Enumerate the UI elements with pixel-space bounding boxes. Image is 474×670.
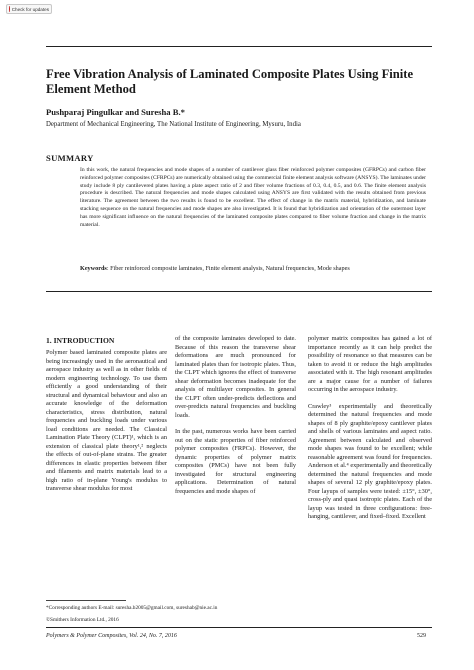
keywords-text: : Fiber reinforced composite laminates, Finite element analysis, Natural frequencies, Mode shapes (106, 265, 350, 272)
body-column-3 (308, 335, 432, 530)
intro-paragraph-3: In the past, numerous works have been carried out on the static properties of fiber reinforced polymer composites (FRPCs). However, the dynamic properties of polymer matrix composites (PMCs) have not been fully investigated for structural engineering applications. Determination of natural frequencies and mode shapes of (175, 428, 296, 495)
author-affiliation: Department of Mechanical Engineering, The National Institute of Engineering, Mysuru, India (46, 121, 301, 128)
intro-paragraph-1: Polymer based laminated composite plates are being increasingly used in the aeronautical and aerospace industry as well as in other fields of modern engineering technology. To use them efficiently a good understanding of their structural and dynamical behaviour and also an accurate knowledge of the deformation characteristics, stress distribution, natural frequencies and buckling loads under various load conditions are needed. The Classical Lamination Plate Theory (CLPT)¹, which is an extension of classical plate theory¹,² neglects the effects of out-of-plane strains. The greater differences in elastic properties between fiber and filaments and matrix materials lead to a high ratio of in-plane Young's modulus to transverse shear modulus for most (46, 349, 167, 492)
body-column-2 (175, 335, 296, 504)
header-rule (46, 46, 432, 47)
footnote-rule (46, 600, 126, 601)
introduction-heading: 1. INTRODUCTION (46, 336, 115, 345)
intro-paragraph-5: Crawley³ experimentally and theoretically determined the natural frequencies and mode shapes of 8 ply graphite/epoxy cantilever plates and shells of various laminates and aspect ratio. Agreement between calculated and observed mode shapes was found to be excellent; while reasonable agreement was found for frequencies. Anderson et al.⁴ experimentally and theoretically determined the natural frequencies and mode shapes of several 12 ply graphite/epoxy plates. Four layups of samples were tested: ±15°, ±30°, cross-ply and quasi isotropic plates. Each of the layup was tested in three configurations: free-hanging, cantilever, and fixed–fixed. Excellent (308, 402, 432, 520)
copyright-footnote: ©Smithers Information Ltd., 2016 (46, 617, 119, 623)
summary-heading: SUMMARY (46, 153, 94, 163)
article-authors: Pushparaj Pingulkar and Suresha B.* (46, 107, 185, 117)
corresponding-author-footnote: *Corresponding authors E-mail: suresha.b2005@gmail.com, sureshab@nie.ac.in (46, 605, 218, 611)
keywords (80, 265, 426, 274)
update-icon (9, 6, 10, 12)
keywords-label: Keywords (80, 265, 107, 272)
check-for-updates-badge[interactable] (6, 4, 52, 14)
journal-citation: Polymers & Polymer Composites, Vol. 24, No. 7, 2016 (46, 633, 177, 639)
article-title: Free Vibration Analysis of Laminated Composite Plates Using Finite Element Method (46, 67, 414, 96)
body-column-1 (46, 349, 167, 502)
footer-rule (46, 627, 432, 628)
summary-text: In this work, the natural frequencies and mode shapes of a number of cantilever glass fiber reinforced polymer composites (GFRPCs) and carbon fiber reinforced polymer composites (CFRPCs) are numerically obtained using the commercial finite element analysis software (ANSYS). The laminates under study include 8 ply cantilevered plates having a plate aspect ratio of 2 and fiber volume fractions of 0.3, 0.4, 0.5, and 0.6. The finite element analysis procedure is described. The natural frequencies and mode shapes calculated using ANSYS are first validated with the results obtained from previous literature. The agreement between the two results is found to be excellent. The effect of change in the matrix material, hybridization, and laminate stacking sequence on the natural frequencies and mode shapes are also investigated. It is found that hybridization and orientation of the outermost layer has more significant influence on the natural frequencies of the laminated composite plates compared to fiber volume fraction and change in the matrix material. (80, 167, 426, 228)
intro-paragraph-2: of the composite laminates developed to date. Because of this reason the transverse shear deformations are much pronounced for laminated plates than for isotropic plates. Thus, the CLPT which ignores the effect of transverse shear deformation becomes inadequate for the analysis of multilayer composites. In general the CLPT often under-predicts deflections and over-predicts natural frequencies and buckling loads. (175, 335, 296, 419)
intro-paragraph-4: polymer matrix composites has gained a lot of importance recently as it can help predict the possibility of resonance so that measures can be taken to avoid it or reduce the high amplitudes associated with it. The high resonant amplitudes are a major cause for a number of failures occurring in the aerospace industry. (308, 335, 432, 393)
summary-rule (46, 291, 432, 292)
page-number: 529 (417, 633, 426, 639)
check-for-updates-label: Check for updates (11, 6, 49, 12)
